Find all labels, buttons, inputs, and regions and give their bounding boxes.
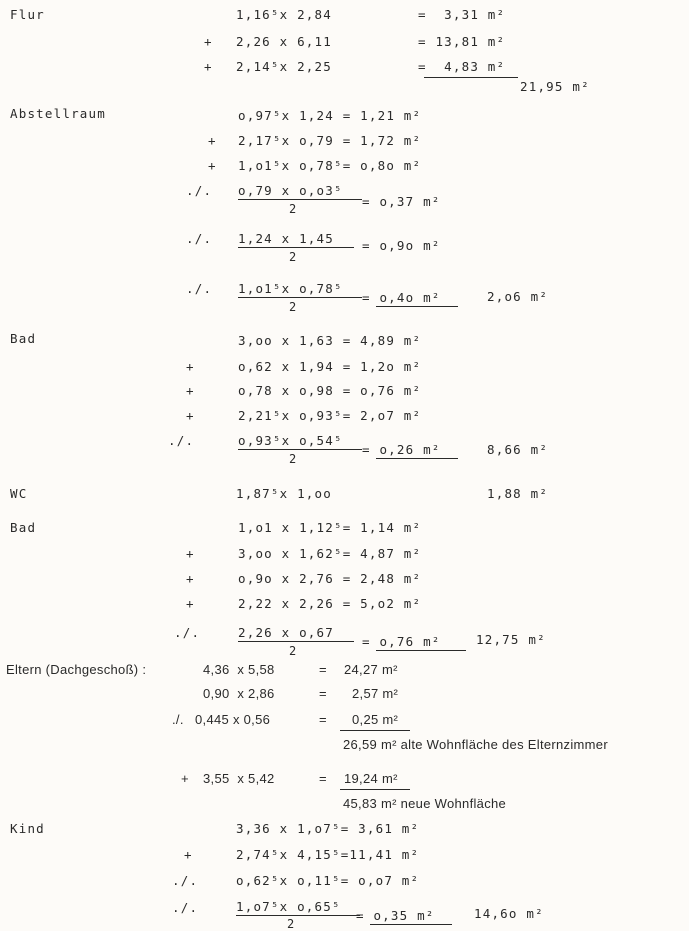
room-label-eltern: Eltern (Dachgeschoß) : <box>6 662 147 677</box>
calc-expression: 3,55 x 5,42 <box>203 771 275 786</box>
calc-equals: = <box>319 712 327 727</box>
calc-expression: 3,36 x 1,o7⁵= 3,61 m² <box>236 821 420 836</box>
calc-expression: 2,22 x 2,26 = 5,o2 m² <box>238 596 422 611</box>
calc-operator: + <box>204 59 213 74</box>
calc-expression: 3,oo x 1,62⁵= 4,87 m² <box>238 546 422 561</box>
calc-operator: + <box>186 546 195 561</box>
sum-underline <box>340 789 410 790</box>
fraction-denominator: 2 <box>287 917 296 931</box>
calc-expression: 0,445 x 0,56 <box>195 712 271 727</box>
fraction-bar <box>236 915 360 916</box>
calc-result: 19,24 m² <box>344 771 398 786</box>
calc-expression: o,62 x 1,94 = 1,2o m² <box>238 359 422 374</box>
calc-expression: o,78 x o,98 = o,76 m² <box>238 383 422 398</box>
area-summary: 45,83 m² neue Wohnfläche <box>343 796 507 811</box>
room-label-kind: Kind <box>10 821 45 836</box>
room-total: 8,66 m² <box>487 442 549 457</box>
calc-operator: ./. <box>186 231 213 246</box>
sum-underline <box>340 730 410 731</box>
fraction-bar <box>238 247 354 248</box>
room-label-abstellraum: Abstellraum <box>10 106 106 121</box>
calc-result: = o,9o m² <box>362 238 441 253</box>
calc-result: 2,57 m² <box>352 686 399 701</box>
calc-expression: 2,14⁵x 2,25 <box>236 59 332 74</box>
calc-result: = o,37 m² <box>362 194 441 209</box>
calc-expression: 2,26 x 6,11 <box>236 34 332 49</box>
room-total: 21,95 m² <box>520 79 590 94</box>
calc-operator: ./. <box>172 900 199 915</box>
room-total: 2,o6 m² <box>487 289 549 304</box>
fraction-denominator: 2 <box>289 202 298 216</box>
calc-equals: = <box>319 662 327 677</box>
room-label-flur: Flur <box>10 7 45 22</box>
calc-expression: 1,87⁵x 1,oo <box>236 486 332 501</box>
calc-result: = 3,31 m² <box>418 7 506 22</box>
calc-expression: 2,21⁵x o,93⁵= 2,o7 m² <box>238 408 422 423</box>
fraction-denominator: 2 <box>289 300 298 314</box>
sum-underline <box>424 77 518 78</box>
calc-expression: 1,o1 x 1,12⁵= 1,14 m² <box>238 520 422 535</box>
calc-expression: 2,17⁵x o,79 = 1,72 m² <box>238 133 422 148</box>
calc-operator: + <box>204 34 213 49</box>
calc-operator: + <box>186 408 195 423</box>
calc-equals: = <box>319 771 327 786</box>
result-underline <box>370 924 452 925</box>
fraction-numerator: 1,o1⁵x o,78⁵ <box>238 281 343 296</box>
calc-expression: o,62⁵x o,11⁵= o,o7 m² <box>236 873 420 888</box>
fraction-denominator: 2 <box>289 644 298 658</box>
fraction-bar <box>238 641 354 642</box>
fraction-numerator: 1,o7⁵x o,65⁵ <box>236 899 341 914</box>
room-label-bad: Bad <box>10 331 37 346</box>
area-summary: 26,59 m² alte Wohnfläche des Elternzimmer <box>343 737 608 752</box>
calc-operator: + <box>184 847 193 862</box>
calc-operator: ./. <box>172 712 184 727</box>
calc-operator: ./. <box>186 281 213 296</box>
calc-expression: 2,74⁵x 4,15⁵=11,41 m² <box>236 847 420 862</box>
fraction-bar <box>238 199 362 200</box>
calc-operator: ./. <box>174 625 201 640</box>
fraction-bar <box>238 297 362 298</box>
calc-operator: ./. <box>172 873 199 888</box>
calc-operator: + <box>208 133 217 148</box>
calc-expression: 3,oo x 1,63 = 4,89 m² <box>238 333 422 348</box>
fraction-bar <box>238 449 362 450</box>
room-label-wc: WC <box>10 486 28 501</box>
fraction-denominator: 2 <box>289 452 298 466</box>
calc-result: = o,26 m² <box>362 442 441 457</box>
calc-expression: 4,36 x 5,58 <box>203 662 275 677</box>
result-underline <box>376 306 458 307</box>
calc-expression: o,97⁵x 1,24 = 1,21 m² <box>238 108 422 123</box>
calc-result: = 13,81 m² <box>418 34 506 49</box>
calc-expression: o,9o x 2,76 = 2,48 m² <box>238 571 422 586</box>
fraction-numerator: 2,26 x o,67 <box>238 625 334 640</box>
calc-operator: ./. <box>168 433 195 448</box>
calc-operator: + <box>208 158 217 173</box>
fraction-numerator: o,79 x o,o3⁵ <box>238 183 343 198</box>
fraction-numerator: 1,24 x 1,45 <box>238 231 334 246</box>
calc-result: = o,35 m² <box>356 908 435 923</box>
room-total: 1,88 m² <box>487 486 549 501</box>
calc-operator: + <box>186 383 195 398</box>
calc-operator: + <box>186 571 195 586</box>
calc-operator: + <box>186 359 195 374</box>
calc-result: = 4,83 m² <box>418 59 506 74</box>
calc-result: 0,25 m² <box>352 712 399 727</box>
calc-operator: ./. <box>186 183 213 198</box>
calc-result: = o,4o m² <box>362 290 441 305</box>
calc-operator: + <box>186 596 195 611</box>
calc-equals: = <box>319 686 327 701</box>
result-underline <box>376 458 458 459</box>
calc-expression: 1,o1⁵x o,78⁵= o,8o m² <box>238 158 422 173</box>
fraction-numerator: o,93⁵x o,54⁵ <box>238 433 343 448</box>
room-label-bad: Bad <box>10 520 37 535</box>
room-total: 12,75 m² <box>476 632 546 647</box>
calc-operator: + <box>181 771 189 786</box>
fraction-denominator: 2 <box>289 250 298 264</box>
calc-expression: 1,16⁵x 2,84 <box>236 7 332 22</box>
result-underline <box>376 650 466 651</box>
calc-result: = o,76 m² <box>362 634 441 649</box>
calc-result: 24,27 m² <box>344 662 398 677</box>
calc-expression: 0,90 x 2,86 <box>203 686 275 701</box>
room-total: 14,6o m² <box>474 906 544 921</box>
